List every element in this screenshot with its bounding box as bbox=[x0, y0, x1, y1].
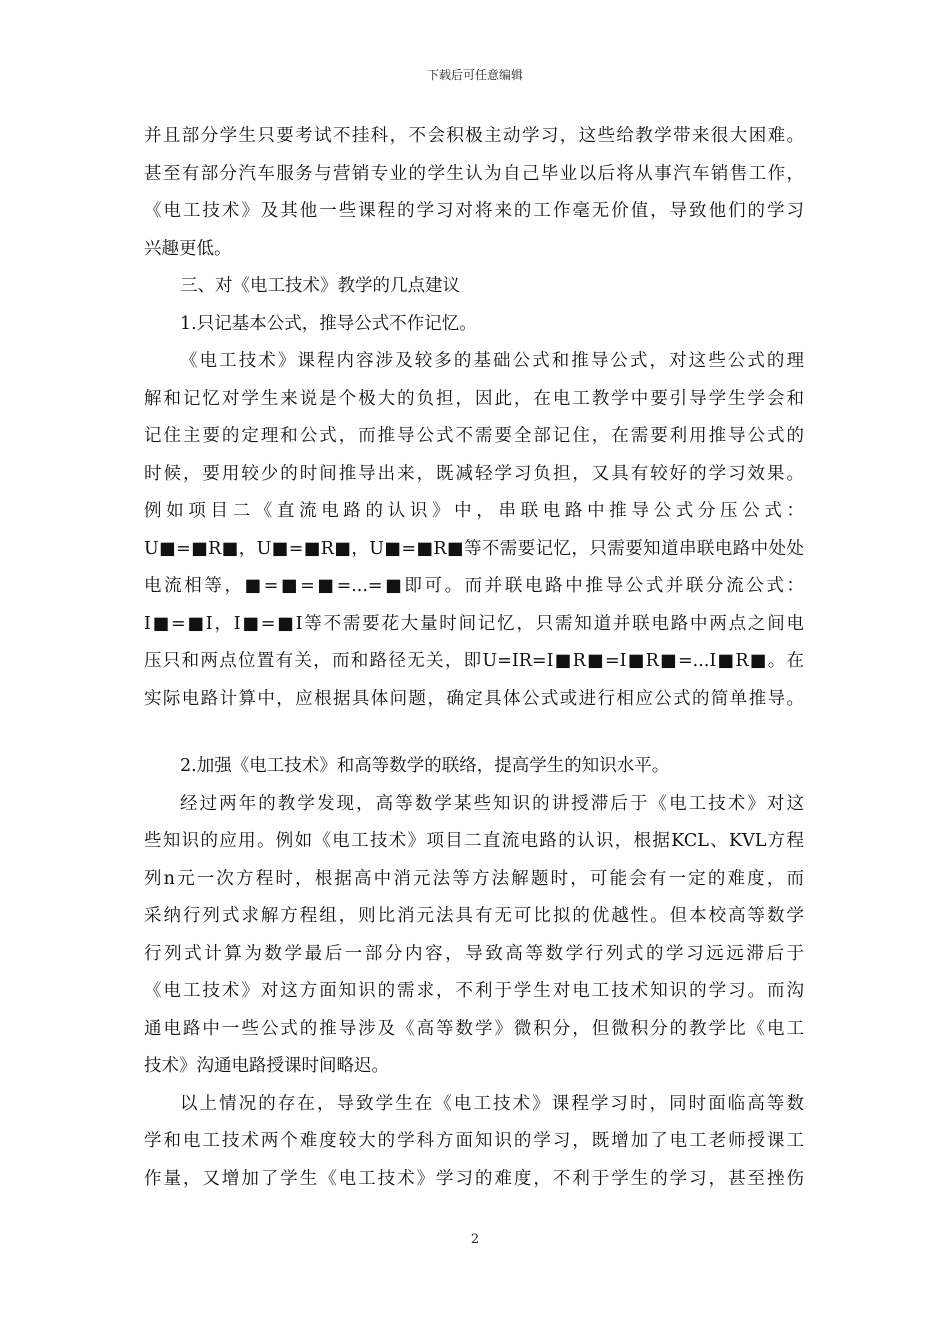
body-line: 行列式计算为数学最后一部分内容，导致高等数学行列式的学习远远滞后于 bbox=[144, 943, 804, 964]
subsection-heading: 1.只记基本公式，推导公式不作记忆。 bbox=[180, 313, 477, 334]
body-line: 采纳行列式求解方程组，则比消元法具有无可比拟的优越性。但本校高等数学 bbox=[144, 906, 804, 926]
body-line: 并且部分学生只要考试不挂科，不会积极主动学习，这些给教学带来很大困难。 bbox=[144, 126, 804, 146]
body-line: 电流相等，■=■=■=...=■即可。而并联电路中推导公式并联分流公式： bbox=[144, 576, 804, 596]
body-line: 兴趣更低。 bbox=[144, 238, 232, 259]
body-line: 解和记忆对学生来说是个极大的负担，因此，在电工教学中要引导学生学会和 bbox=[144, 388, 804, 409]
body-line: 《电工技术》对这方面知识的需求，不利于学生对电工技术知识的学习。而沟 bbox=[144, 981, 804, 1001]
body-line: 例如项目二《直流电路的认识》中，串联电路中推导公式分压公式： bbox=[144, 501, 804, 521]
section-heading: 三、对《电工技术》教学的几点建议 bbox=[180, 276, 460, 296]
paragraph-gap bbox=[144, 718, 804, 748]
body-line: 压只和两点位置有关，而和路径无关，即U=IR=I■R■=I■R■=...I■R■。在 bbox=[144, 651, 804, 671]
document-body bbox=[144, 118, 804, 1198]
body-line: 《电工技术》课程内容涉及较多的基础公式和推导公式，对这些公式的理 bbox=[180, 351, 804, 371]
body-line: I■=■I，I■=■I等不需要花大量时间记忆，只需知道并联电路中两点之间电 bbox=[144, 613, 804, 634]
page-number: 2 bbox=[470, 1232, 480, 1247]
subsection-heading: 2.加强《电工技术》和高等数学的联络，提高学生的知识水平。 bbox=[180, 756, 670, 776]
body-line: 技术》沟通电路授课时间略迟。 bbox=[144, 1056, 389, 1076]
body-line: 《电工技术》及其他一些课程的学习对将来的工作毫无价值，导致他们的学习 bbox=[144, 201, 804, 221]
body-line: 列n元一次方程时，根据高中消元法等方法解题时，可能会有一定的难度，而 bbox=[144, 868, 804, 889]
body-line: 学和电工技术两个难度较大的学科方面知识的学习，既增加了电工老师授课工 bbox=[144, 1131, 804, 1151]
body-line: 经过两年的教学发现，高等数学某些知识的讲授滞后于《电工技术》对这 bbox=[180, 793, 804, 814]
body-line: 通电路中一些公式的推导涉及《高等数学》微积分，但微积分的教学比《电工 bbox=[144, 1018, 804, 1039]
body-line: 作量，又增加了学生《电工技术》学习的难度，不利于学生的学习，甚至挫伤 bbox=[144, 1168, 804, 1189]
page-header: 下载后可任意编辑 bbox=[426, 68, 523, 82]
body-line: 时候，要用较少的时间推导出来，既减轻学习负担，又具有较好的学习效果。 bbox=[144, 463, 804, 484]
body-line: 记住主要的定理和公式，而推导公式不需要全部记住，在需要利用推导公式的 bbox=[144, 426, 804, 446]
body-line: 甚至有部分汽车服务与营销专业的学生认为自己毕业以后将从事汽车销售工作， bbox=[144, 163, 804, 184]
body-line: 以上情况的存在，导致学生在《电工技术》课程学习时，同时面临高等数 bbox=[180, 1093, 804, 1114]
body-line: U■=■R■，U■=■R■，U■=■R■等不需要记忆，只需要知道串联电路中处处 bbox=[144, 538, 804, 559]
body-line: 实际电路计算中，应根据具体问题，确定具体公式或进行相应公式的简单推导。 bbox=[144, 688, 804, 709]
body-line: 些知识的应用。例如《电工技术》项目二直流电路的认识，根据KCL、KVL方程 bbox=[144, 831, 804, 851]
